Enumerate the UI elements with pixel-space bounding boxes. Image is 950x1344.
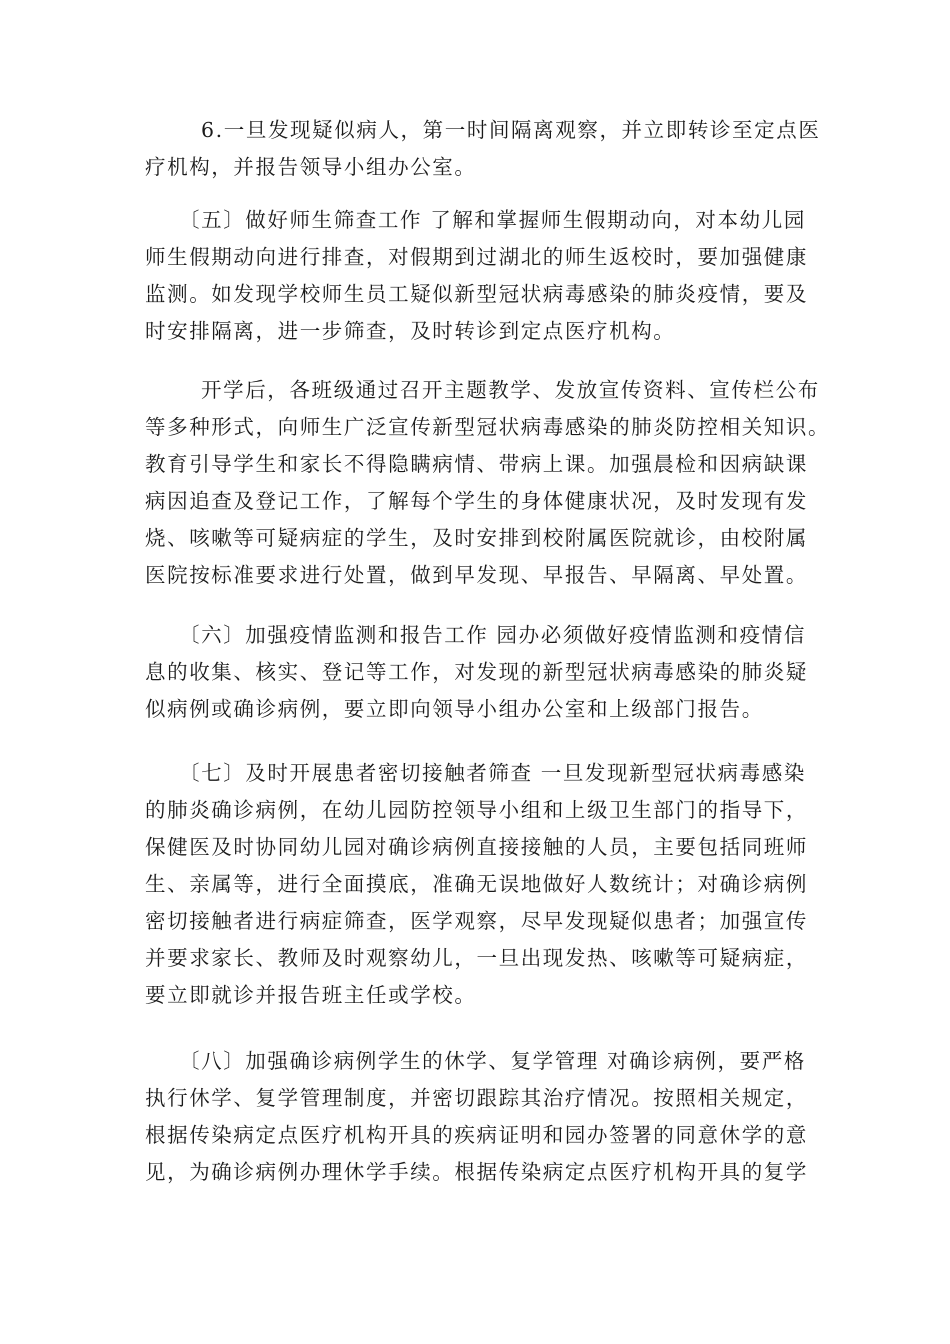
text-line: 根据传染病定点医疗机构开具的疾病证明和园办签署的同意休学的意 xyxy=(145,1123,808,1147)
section-heading-line: 〔六〕加强疫情监测和报告工作 园办必须做好疫情监测和疫情信 xyxy=(179,623,806,647)
text-line: 密切接触者进行病症筛查，医学观察，尽早发现疑似患者；加强宣传 xyxy=(145,909,808,933)
text-line: 烧、咳嗽等可疑病症的学生，及时安排到校附属医院就诊，由校附属 xyxy=(145,526,808,550)
text-line: 执行休学、复学管理制度，并密切跟踪其治疗情况。按照相关规定， xyxy=(145,1086,808,1110)
text-line: 要立即就诊并报告班主任或学校。 xyxy=(145,983,477,1007)
paragraph-section-6 xyxy=(145,617,808,728)
text-line: 并要求家长、教师及时观察幼儿，一旦出现发热、咳嗽等可疑病症， xyxy=(145,946,808,970)
paragraph-after-school-start xyxy=(145,372,831,594)
text-line: 生、亲属等，进行全面摸底，准确无误地做好人数统计；对确诊病例 xyxy=(145,872,808,896)
paragraph-section-8 xyxy=(145,1043,808,1191)
paragraph-item-6 xyxy=(145,112,821,186)
text-line: 病因追查及登记工作，了解每个学生的身体健康状况，及时发现有发 xyxy=(145,489,808,513)
paragraph-section-7 xyxy=(145,755,808,1014)
text-line: 师生假期动向进行排查，对假期到过湖北的师生返校时，要加强健康 xyxy=(145,245,808,269)
text-line: 6.一旦发现疑似病人，第一时间隔离观察，并立即转诊至定点医 xyxy=(201,118,821,142)
section-heading-line: 〔七〕及时开展患者密切接触者筛查 一旦发现新型冠状病毒感染 xyxy=(179,761,806,785)
text-line: 见，为确诊病例办理休学手续。根据传染病定点医疗机构开具的复学 xyxy=(145,1160,808,1184)
text-line: 保健医及时协同幼儿园对确诊病例直接接触的人员，主要包括同班师 xyxy=(145,835,808,859)
section-heading-line: 〔五〕做好师生筛查工作 了解和掌握师生假期动向，对本幼儿园 xyxy=(179,208,806,232)
text-line: 等多种形式，向师生广泛宣传新型冠状病毒感染的肺炎防控相关知识。 xyxy=(145,415,831,439)
text-line: 疗机构，并报告领导小组办公室。 xyxy=(145,155,477,179)
section-heading-line: 〔八〕加强确诊病例学生的休学、复学管理 对确诊病例，要严格 xyxy=(179,1049,806,1073)
text-line: 的肺炎确诊病例，在幼儿园防控领导小组和上级卫生部门的指导下， xyxy=(145,798,808,822)
text-line: 教育引导学生和家长不得隐瞒病情、带病上课。加强晨检和因病缺课 xyxy=(145,452,808,476)
text-line: 似病例或确诊病例，要立即向领导小组办公室和上级部门报告。 xyxy=(145,697,764,721)
text-line: 时安排隔离，进一步筛查，及时转诊到定点医疗机构。 xyxy=(145,319,676,343)
text-line: 医院按标准要求进行处置，做到早发现、早报告、早隔离、早处置。 xyxy=(145,563,808,587)
text-line: 监测。如发现学校师生员工疑似新型冠状病毒感染的肺炎疫情，要及 xyxy=(145,282,808,306)
text-line: 开学后，各班级通过召开主题教学、发放宣传资料、宣传栏公布 xyxy=(201,378,820,402)
paragraph-section-5 xyxy=(145,202,808,350)
text-line: 息的收集、核实、登记等工作，对发现的新型冠状病毒感染的肺炎疑 xyxy=(145,660,808,684)
